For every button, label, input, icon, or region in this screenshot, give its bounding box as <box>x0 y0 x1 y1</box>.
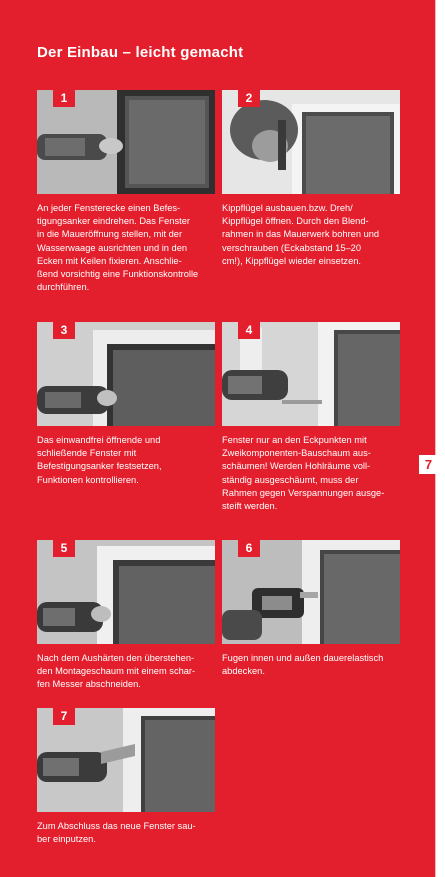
step-4-caption <box>222 434 404 513</box>
caption-line: Zum Abschluss das neue Fenster sau- <box>37 821 196 831</box>
page-edge <box>436 0 445 877</box>
caption-line: Fugen innen und außen dauerelastisch <box>222 653 384 663</box>
step-6-photo <box>222 540 400 644</box>
caption-line: cm!), Kippflügel wieder einsetzen. <box>222 255 362 266</box>
page-number-badge: 7 <box>419 455 438 474</box>
caption-line: fen Messer abschneiden. <box>37 679 141 690</box>
step-7-caption <box>37 820 219 846</box>
step-2-caption <box>222 202 404 268</box>
step-2 <box>222 90 402 268</box>
step-4-photo <box>222 322 400 426</box>
step-2-photo <box>222 90 400 194</box>
caption-line: Funktionen kontrollieren. <box>37 474 139 485</box>
caption-line: Kippflügel ausbauen.bzw. Dreh/ <box>222 203 353 213</box>
caption-line: Ecken mit Keilen fixieren. Anschlie- <box>37 255 182 266</box>
step-6-number: 6 <box>238 540 260 557</box>
caption-line: Das einwandfrei öffnende und <box>37 435 161 445</box>
step-5-caption <box>37 652 219 692</box>
step-5-photo <box>37 540 215 644</box>
caption-line: Kippflügel öffnen. Durch den Blend- <box>222 216 369 227</box>
caption-line: rahmen in das Mauerwerk bohren und <box>222 229 380 240</box>
step-5-number: 5 <box>53 540 75 557</box>
caption-line: abdecken. <box>222 666 265 677</box>
step-4-number: 4 <box>238 322 260 339</box>
step-1 <box>37 90 217 294</box>
step-1-photo <box>37 90 215 194</box>
caption-line: verschrauben (Eckabstand 15–20 <box>222 242 362 253</box>
caption-line: ständig ausgeschäumt, muss der <box>222 474 359 485</box>
caption-line: Rahmen gegen Verspannungen ausge- <box>222 487 385 498</box>
caption-line: Befestigungsanker festsetzen, <box>37 461 162 472</box>
caption-line: An jeder Fensterecke einen Befes- <box>37 203 181 213</box>
step-7-number: 7 <box>53 708 75 725</box>
caption-line: Zweikomponenten-Bauschaum aus- <box>222 448 371 459</box>
caption-line: schäumen! Werden Hohlräume voll- <box>222 461 371 472</box>
step-5 <box>37 540 217 692</box>
step-3-caption <box>37 434 219 487</box>
caption-line: den Montageschaum mit einem schar- <box>37 666 196 677</box>
caption-line: durchführen. <box>37 282 90 293</box>
caption-line: Wasserwaage ausrichten und in den <box>37 242 188 253</box>
caption-line: schließende Fenster mit <box>37 448 137 459</box>
caption-line: ber einputzen. <box>37 834 96 845</box>
step-4 <box>222 322 402 513</box>
step-2-number: 2 <box>238 90 260 107</box>
caption-line: in die Maueröffnung stellen, mit der <box>37 229 183 240</box>
step-1-caption <box>37 202 219 294</box>
step-7 <box>37 708 217 846</box>
step-7-photo <box>37 708 215 812</box>
page-title: Der Einbau – leicht gemacht <box>37 44 244 61</box>
step-6-caption <box>222 652 404 678</box>
caption-line: Nach dem Aushärten den überstehen- <box>37 653 195 663</box>
step-6 <box>222 540 402 678</box>
step-3-photo <box>37 322 215 426</box>
caption-line: ßend vorsichtig eine Funktionskontrolle <box>37 269 199 280</box>
step-1-number: 1 <box>53 90 75 107</box>
caption-line: tigungsanker eindrehen. Das Fenster <box>37 216 190 227</box>
step-3 <box>37 322 217 487</box>
caption-line: Fenster nur an den Eckpunkten mit <box>222 435 367 445</box>
caption-line: steift werden. <box>222 501 278 512</box>
step-3-number: 3 <box>53 322 75 339</box>
